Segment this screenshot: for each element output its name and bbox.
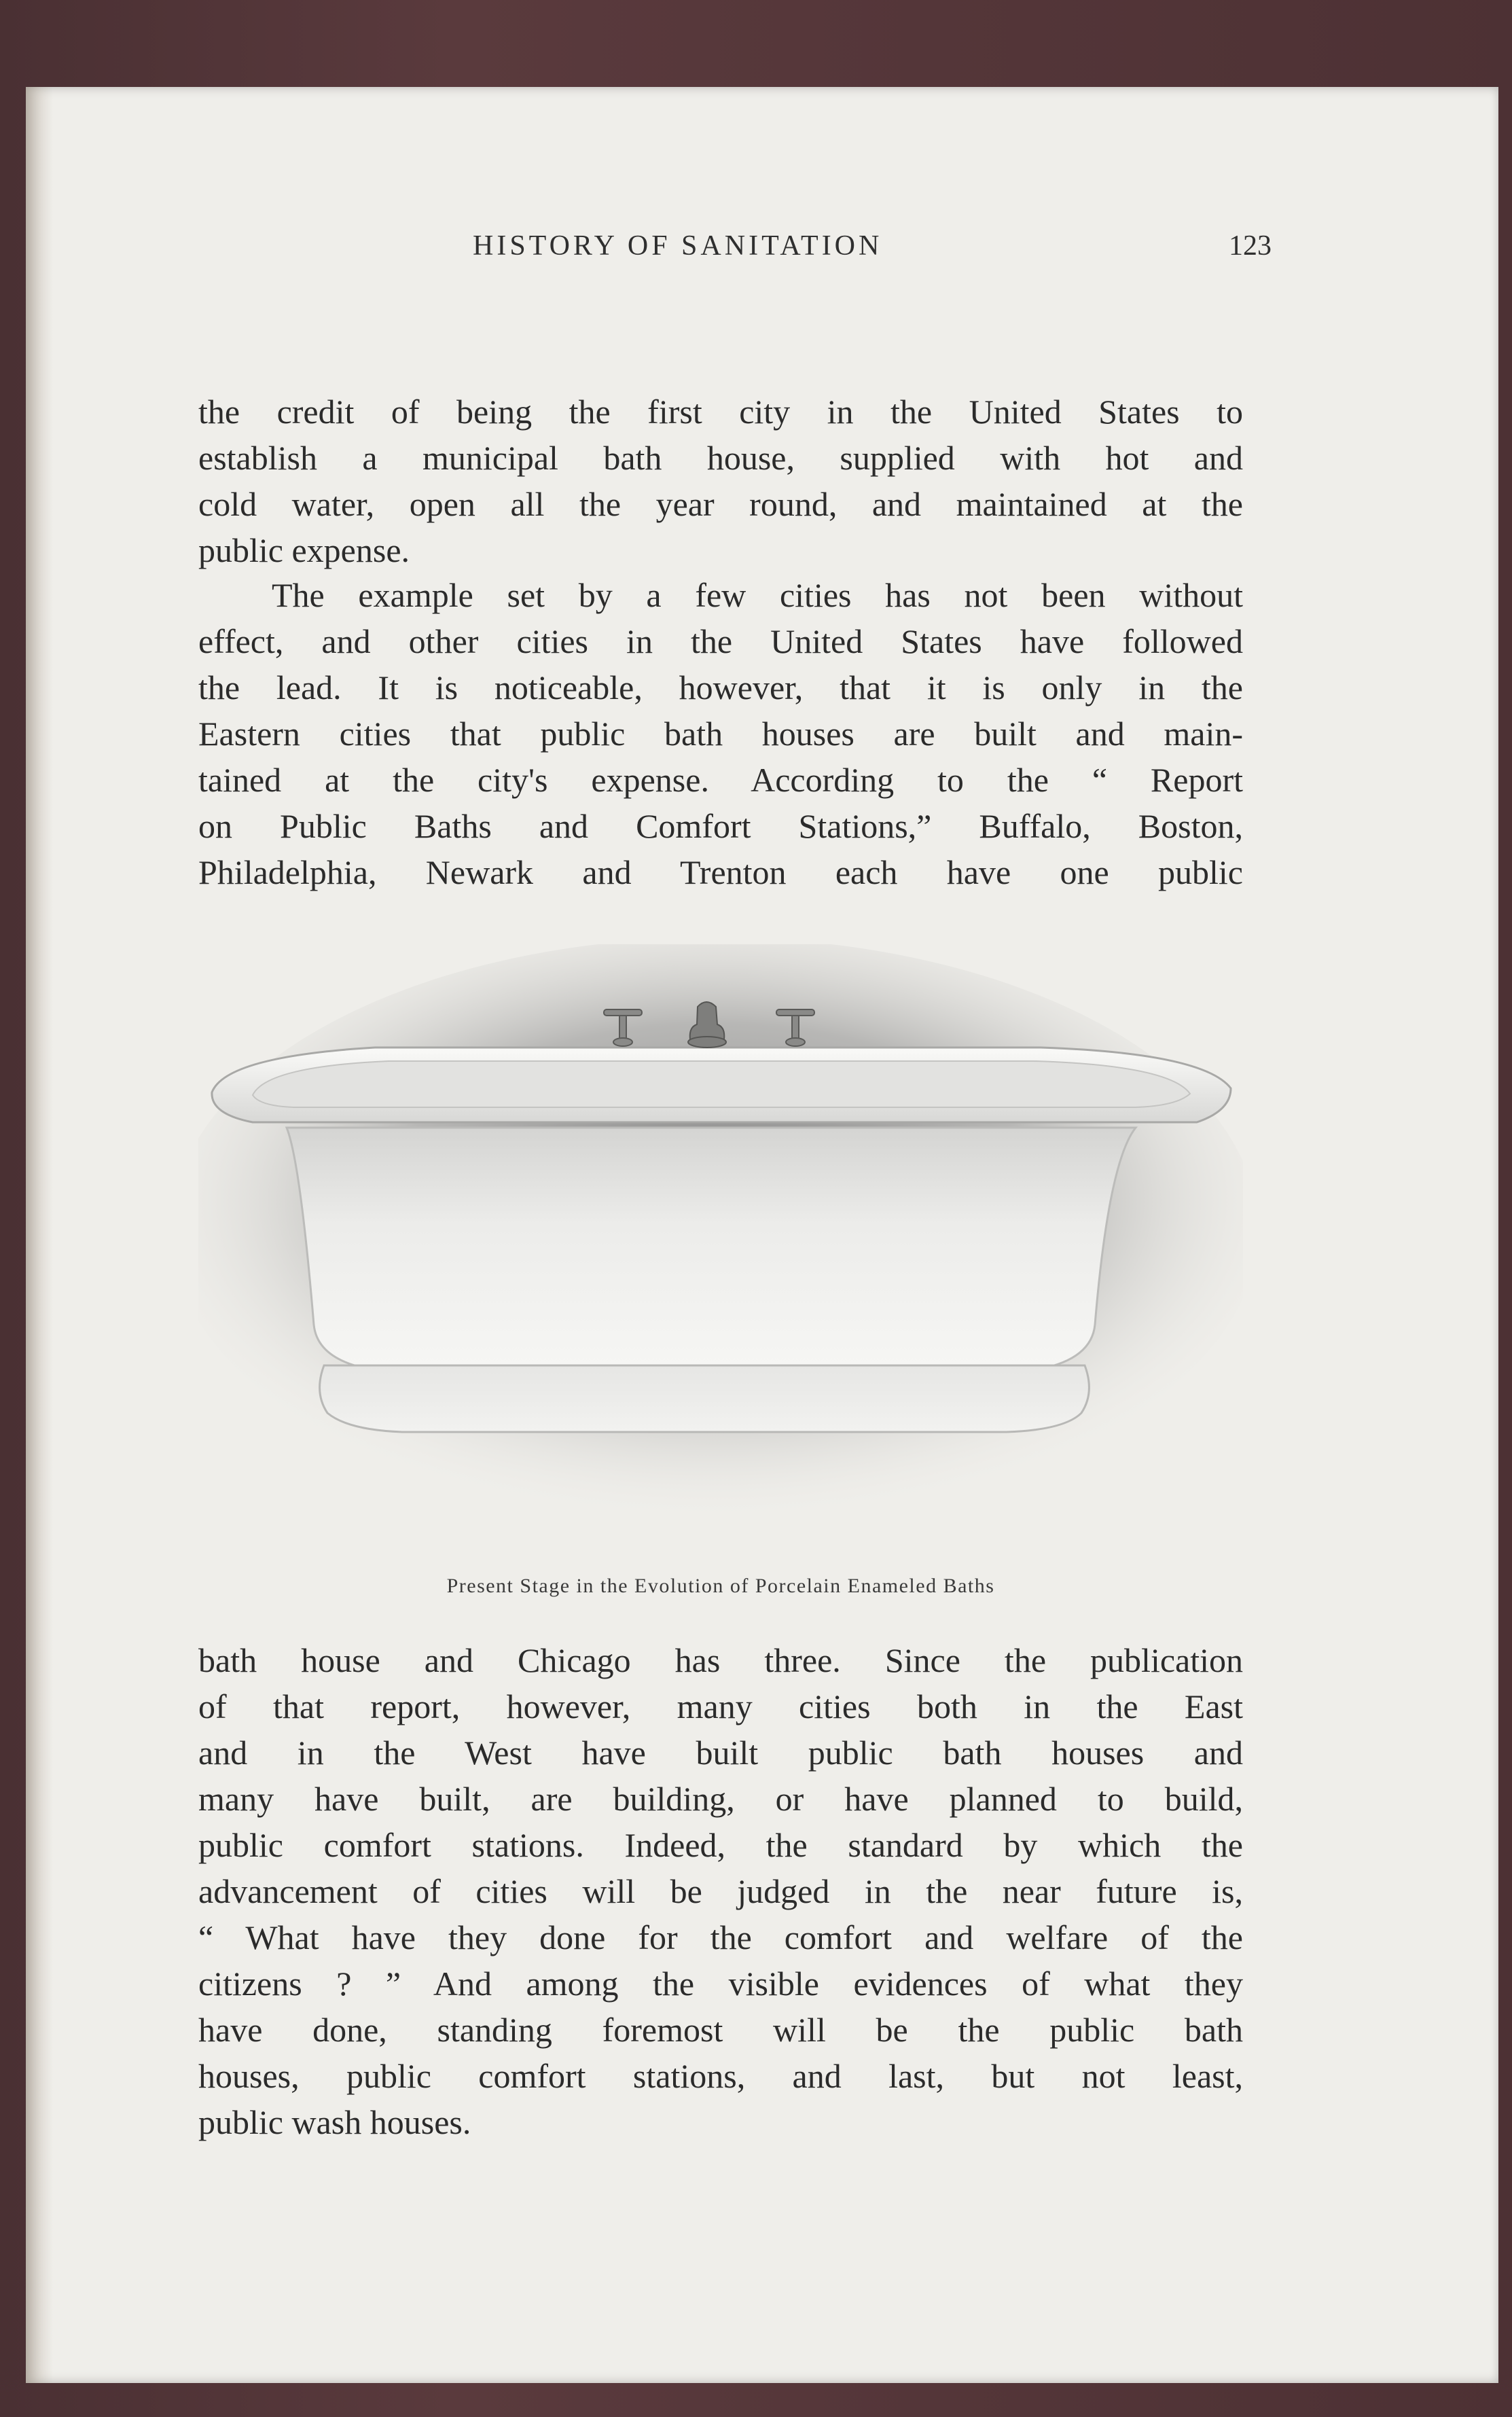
text-line: advancement of cities will be judged in the near future is,: [198, 1872, 1243, 1910]
text-line: public comfort stations. Indeed, the standard by which the: [198, 1826, 1243, 1864]
text-line: have done, standing foremost will be the public bath: [198, 2011, 1243, 2049]
text-line: many have built, are building, or have planned to build,: [198, 1780, 1243, 1818]
text-line: the lead. It is noticeable, however, that it is only in the: [198, 668, 1243, 706]
text-line: establish a municipal bath house, supplied with hot and: [198, 439, 1243, 477]
running-title: HISTORY OF SANITATION: [473, 230, 883, 262]
text-line: bath house and Chicago has three. Since the publication: [198, 1641, 1243, 1679]
text-line: of that report, however, many cities both in the East: [198, 1687, 1243, 1725]
text-line: houses, public comfort stations, and last, but not least,: [198, 2057, 1243, 2095]
text-line: on Public Baths and Comfort Stations,” Buffalo, Boston,: [198, 807, 1243, 845]
text-line: public wash houses.: [198, 2103, 471, 2141]
paragraph-example-cities: [198, 572, 1243, 895]
text-line: cold water, open all the year round, and maintained at the: [198, 485, 1243, 523]
figure-caption: Present Stage in the Evolution of Porcelain Enameled Baths: [446, 1575, 995, 1597]
text-line: The example set by a few cities has not been without: [272, 576, 1243, 614]
paragraph-continuation: [198, 389, 1243, 573]
text-line: the credit of being the first city in the United States to: [198, 393, 1243, 431]
bathtub-illustration: [198, 944, 1243, 1583]
running-head: [198, 224, 1272, 265]
text-line: tained at the city's expense. According to the “ Report: [198, 761, 1243, 799]
text-line: “ What have they done for the comfort and welfare of the: [198, 1918, 1243, 1956]
text-line: effect, and other cities in the United States have followed: [198, 622, 1243, 660]
page-number: 123: [1229, 230, 1272, 262]
text-line: Eastern cities that public bath houses are built and main-: [198, 715, 1243, 753]
text-line: citizens ? ” And among the visible evidences of what they: [198, 1965, 1243, 2003]
text-line: public expense.: [198, 531, 410, 569]
text-line: Philadelphia, Newark and Trenton each have one public: [198, 853, 1243, 891]
page-gutter: [26, 87, 53, 2383]
text-line: and in the West have built public bath houses and: [198, 1734, 1243, 1772]
paragraph-chicago: [198, 1637, 1243, 2145]
